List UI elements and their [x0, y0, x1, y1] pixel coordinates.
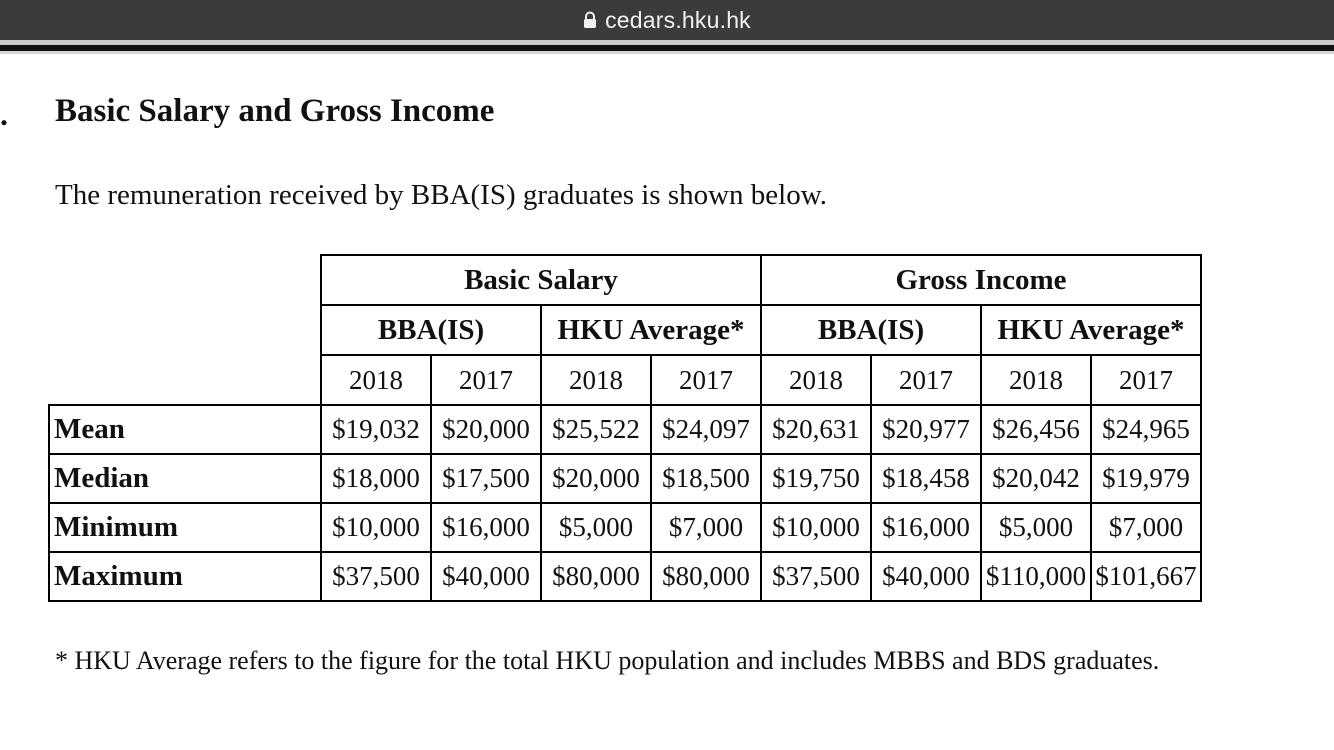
table-cell: $80,000	[541, 552, 651, 601]
year-header: 2017	[1091, 355, 1201, 405]
table-cell: $20,042	[981, 454, 1091, 503]
table-cell: $20,631	[761, 405, 871, 454]
table-cell: $20,977	[871, 405, 981, 454]
table-cell: $7,000	[1091, 503, 1201, 552]
table-cell: $5,000	[541, 503, 651, 552]
table-cell: $101,667	[1091, 552, 1201, 601]
group-header-gross-income: Gross Income	[761, 255, 1201, 305]
table-cell: $19,750	[761, 454, 871, 503]
table-row	[49, 454, 1201, 503]
subgroup-header: BBA(IS)	[761, 305, 981, 355]
table-cell: $24,097	[651, 405, 761, 454]
section-title: Basic Salary and Gross Income	[55, 93, 495, 129]
url-display[interactable]	[583, 7, 751, 34]
lock-icon	[583, 11, 597, 29]
section-number: .	[0, 96, 8, 132]
table-corner-blank	[49, 255, 321, 405]
table-cell: $26,456	[981, 405, 1091, 454]
table-cell: $40,000	[431, 552, 541, 601]
table-cell: $37,500	[321, 552, 431, 601]
table-row	[49, 552, 1201, 601]
year-header: 2017	[431, 355, 541, 405]
toolbar-divider-light	[0, 51, 1334, 54]
table-cell: $17,500	[431, 454, 541, 503]
group-header-basic-salary: Basic Salary	[321, 255, 761, 305]
table-cell: $20,000	[431, 405, 541, 454]
footnote: * HKU Average refers to the figure for the total HKU population and includes MBBS and BDS graduates.	[55, 646, 1160, 675]
salary-table	[48, 254, 1202, 602]
table-cell: $16,000	[871, 503, 981, 552]
table-cell: $10,000	[761, 503, 871, 552]
subgroup-header: HKU Average*	[541, 305, 761, 355]
table-cell: $110,000	[981, 552, 1091, 601]
table-cell: $10,000	[321, 503, 431, 552]
year-header: 2018	[321, 355, 431, 405]
table-cell: $18,500	[651, 454, 761, 503]
intro-text: The remuneration received by BBA(IS) graduates is shown below.	[55, 179, 828, 211]
table-cell: $19,979	[1091, 454, 1201, 503]
table-cell: $18,458	[871, 454, 981, 503]
year-header: 2017	[871, 355, 981, 405]
table-row	[49, 405, 1201, 454]
year-header: 2017	[651, 355, 761, 405]
subgroup-header: HKU Average*	[981, 305, 1201, 355]
row-label-minimum: Minimum	[49, 503, 321, 552]
table-cell: $5,000	[981, 503, 1091, 552]
table-row	[49, 503, 1201, 552]
row-label-maximum: Maximum	[49, 552, 321, 601]
subgroup-header: BBA(IS)	[321, 305, 541, 355]
table-cell: $18,000	[321, 454, 431, 503]
table-cell: $24,965	[1091, 405, 1201, 454]
row-label-median: Median	[49, 454, 321, 503]
table-cell: $25,522	[541, 405, 651, 454]
table-cell: $80,000	[651, 552, 761, 601]
table-cell: $19,032	[321, 405, 431, 454]
browser-address-bar[interactable]	[0, 0, 1334, 40]
table-cell: $7,000	[651, 503, 761, 552]
table-cell: $37,500	[761, 552, 871, 601]
url-text: cedars.hku.hk	[605, 6, 751, 33]
year-header: 2018	[981, 355, 1091, 405]
year-header: 2018	[541, 355, 651, 405]
year-header: 2018	[761, 355, 871, 405]
table-cell: $16,000	[431, 503, 541, 552]
row-label-mean: Mean	[49, 405, 321, 454]
table-cell: $20,000	[541, 454, 651, 503]
table-cell: $40,000	[871, 552, 981, 601]
